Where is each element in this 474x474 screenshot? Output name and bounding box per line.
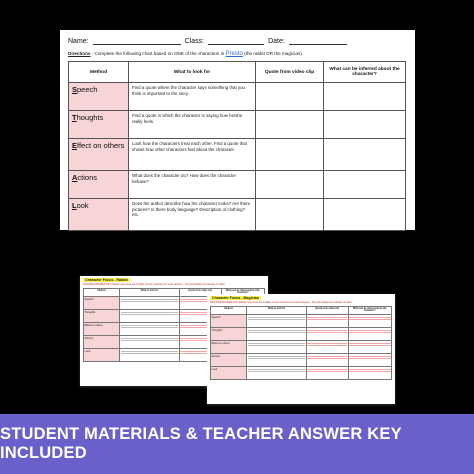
date-blank	[289, 37, 347, 45]
thumb-method: Thoughts	[211, 328, 247, 341]
method-rest: ctions	[77, 173, 98, 182]
thumb-header: What can be inferred about the character?	[348, 307, 391, 315]
chart-row-look	[69, 199, 406, 231]
header-look-for: What to look for	[129, 62, 256, 83]
thumb-text-cell	[120, 336, 180, 349]
directions-label: Directions	[68, 51, 91, 56]
thumb-header: What to look for	[120, 289, 180, 297]
look-for-cell: Does the author describe how the character looks? Are there pictures? Is there body language? Description of clothing? etc.	[129, 199, 256, 231]
look-for-cell: Find a quote where the character says something that you think is important to the story.	[129, 83, 256, 111]
header-quote: Quote from video clip	[256, 62, 324, 83]
method-cell	[69, 111, 129, 139]
method-initial: T	[72, 113, 77, 122]
method-initial: E	[72, 141, 78, 150]
thumb-answer-cell	[306, 341, 348, 354]
directions	[68, 51, 407, 57]
chart-row-thoughts	[69, 111, 406, 139]
header-method: Method	[69, 62, 129, 83]
inferred-answer-cell[interactable]	[324, 139, 406, 171]
thumb-answer-cell	[306, 328, 348, 341]
thumb-text-cell	[247, 354, 307, 367]
banner-text: STUDENT MATERIALS & TEACHER ANSWER KEY INCLUDED	[0, 425, 402, 462]
worksheet-page	[60, 30, 415, 230]
thumb-answer-cell	[348, 341, 391, 354]
thumb-text-cell	[247, 328, 307, 341]
chart-row-actions	[69, 171, 406, 199]
chart-row-speech	[69, 83, 406, 111]
inferred-answer-cell[interactable]	[324, 111, 406, 139]
thumb-text-cell	[120, 297, 180, 310]
quote-answer-cell[interactable]	[256, 83, 324, 111]
quote-answer-cell[interactable]	[256, 199, 324, 231]
thumb-method: Look	[84, 349, 120, 362]
thumb-method: Speech	[84, 297, 120, 310]
thumb-method: Effect on others	[84, 323, 120, 336]
promo-banner	[0, 414, 474, 474]
thumbnail-title: Character Focus - Magician	[212, 296, 259, 300]
look-for-cell: What does the character do? How does the character behave?	[129, 171, 256, 199]
thumb-method: Actions	[211, 354, 247, 367]
date-label: Date:	[268, 38, 285, 45]
method-initial: A	[72, 173, 78, 182]
thumb-header: What can be inferred about the character?	[221, 289, 264, 297]
thumb-method: Look	[211, 367, 247, 380]
method-initial: L	[72, 201, 77, 210]
quote-answer-cell[interactable]	[256, 111, 324, 139]
header-inferred: What can be inferred about the character?	[324, 62, 406, 83]
thumbnail-title: Character Focus - Rabbit	[85, 278, 128, 282]
inferred-answer-cell[interactable]	[324, 171, 406, 199]
thumb-header: Method	[211, 307, 247, 315]
thumb-header: Method	[84, 289, 120, 297]
thumb-method: Effect on others	[211, 341, 247, 354]
quote-answer-cell[interactable]	[256, 171, 324, 199]
chart-header-row	[69, 62, 406, 83]
thumb-text-cell	[120, 310, 180, 323]
method-cell	[69, 171, 129, 199]
method-cell	[69, 83, 129, 111]
thumb-method: Thoughts	[84, 310, 120, 323]
thumb-text-cell	[247, 367, 307, 380]
directions-tail: (the rabbit OR the magician).	[242, 51, 304, 56]
name-label: Name:	[68, 38, 89, 45]
thumb-header: What to look for	[247, 307, 307, 315]
inferred-answer-cell[interactable]	[324, 199, 406, 231]
thumb-answer-cell	[348, 367, 391, 380]
look-for-cell: Find a quote in which the character is saying how he/she really feels.	[129, 111, 256, 139]
inferred-answer-cell[interactable]	[324, 83, 406, 111]
thumb-text-cell	[247, 341, 307, 354]
method-cell	[69, 139, 129, 171]
thumb-method: Actions	[84, 336, 120, 349]
thumbnail-subtitle: TEACHER ANSWER KEY (Please note there are multiple correct responses for each category - this just displays an example of each)	[210, 301, 352, 304]
method-initial: S	[72, 85, 78, 94]
look-for-cell: Look how the characters treat each other. Find a quote that shows how other characters feel about the character.	[129, 139, 256, 171]
thumbnail-table	[210, 306, 392, 380]
thumb-answer-cell	[348, 328, 391, 341]
chart-row-effect	[69, 139, 406, 171]
directions-text: - Complete the following chart based on ONE of the characters in	[90, 51, 226, 56]
thumb-answer-cell	[348, 354, 391, 367]
thumbnail-subtitle: TEACHER ANSWER KEY (Please note there are multiple correct responses for each category - this just displays an example of each)	[83, 283, 225, 286]
method-rest: ffect on others	[77, 141, 125, 150]
thumb-text-cell	[120, 323, 180, 336]
character-chart	[68, 61, 406, 231]
quote-answer-cell[interactable]	[256, 139, 324, 171]
thumb-answer-cell	[306, 367, 348, 380]
name-blank	[93, 37, 181, 45]
thumb-text-cell	[120, 349, 180, 362]
thumb-answer-cell	[348, 315, 391, 328]
class-blank	[208, 37, 264, 45]
header-line	[68, 35, 407, 45]
class-label: Class:	[184, 38, 205, 45]
thumb-header: Quote from video clip	[306, 307, 348, 315]
thumb-answer-cell	[306, 315, 348, 328]
method-rest: houghts	[76, 113, 104, 122]
answer-key-thumbnail-magician	[207, 294, 395, 404]
thumb-header: Quote from video clip	[179, 289, 221, 297]
thumb-text-cell	[247, 315, 307, 328]
presto-link[interactable]: Presto	[225, 51, 243, 57]
thumb-answer-cell	[306, 354, 348, 367]
thumb-method: Speech	[211, 315, 247, 328]
method-rest: peech	[77, 85, 98, 94]
method-cell	[69, 199, 129, 231]
method-rest: ook	[76, 201, 89, 210]
